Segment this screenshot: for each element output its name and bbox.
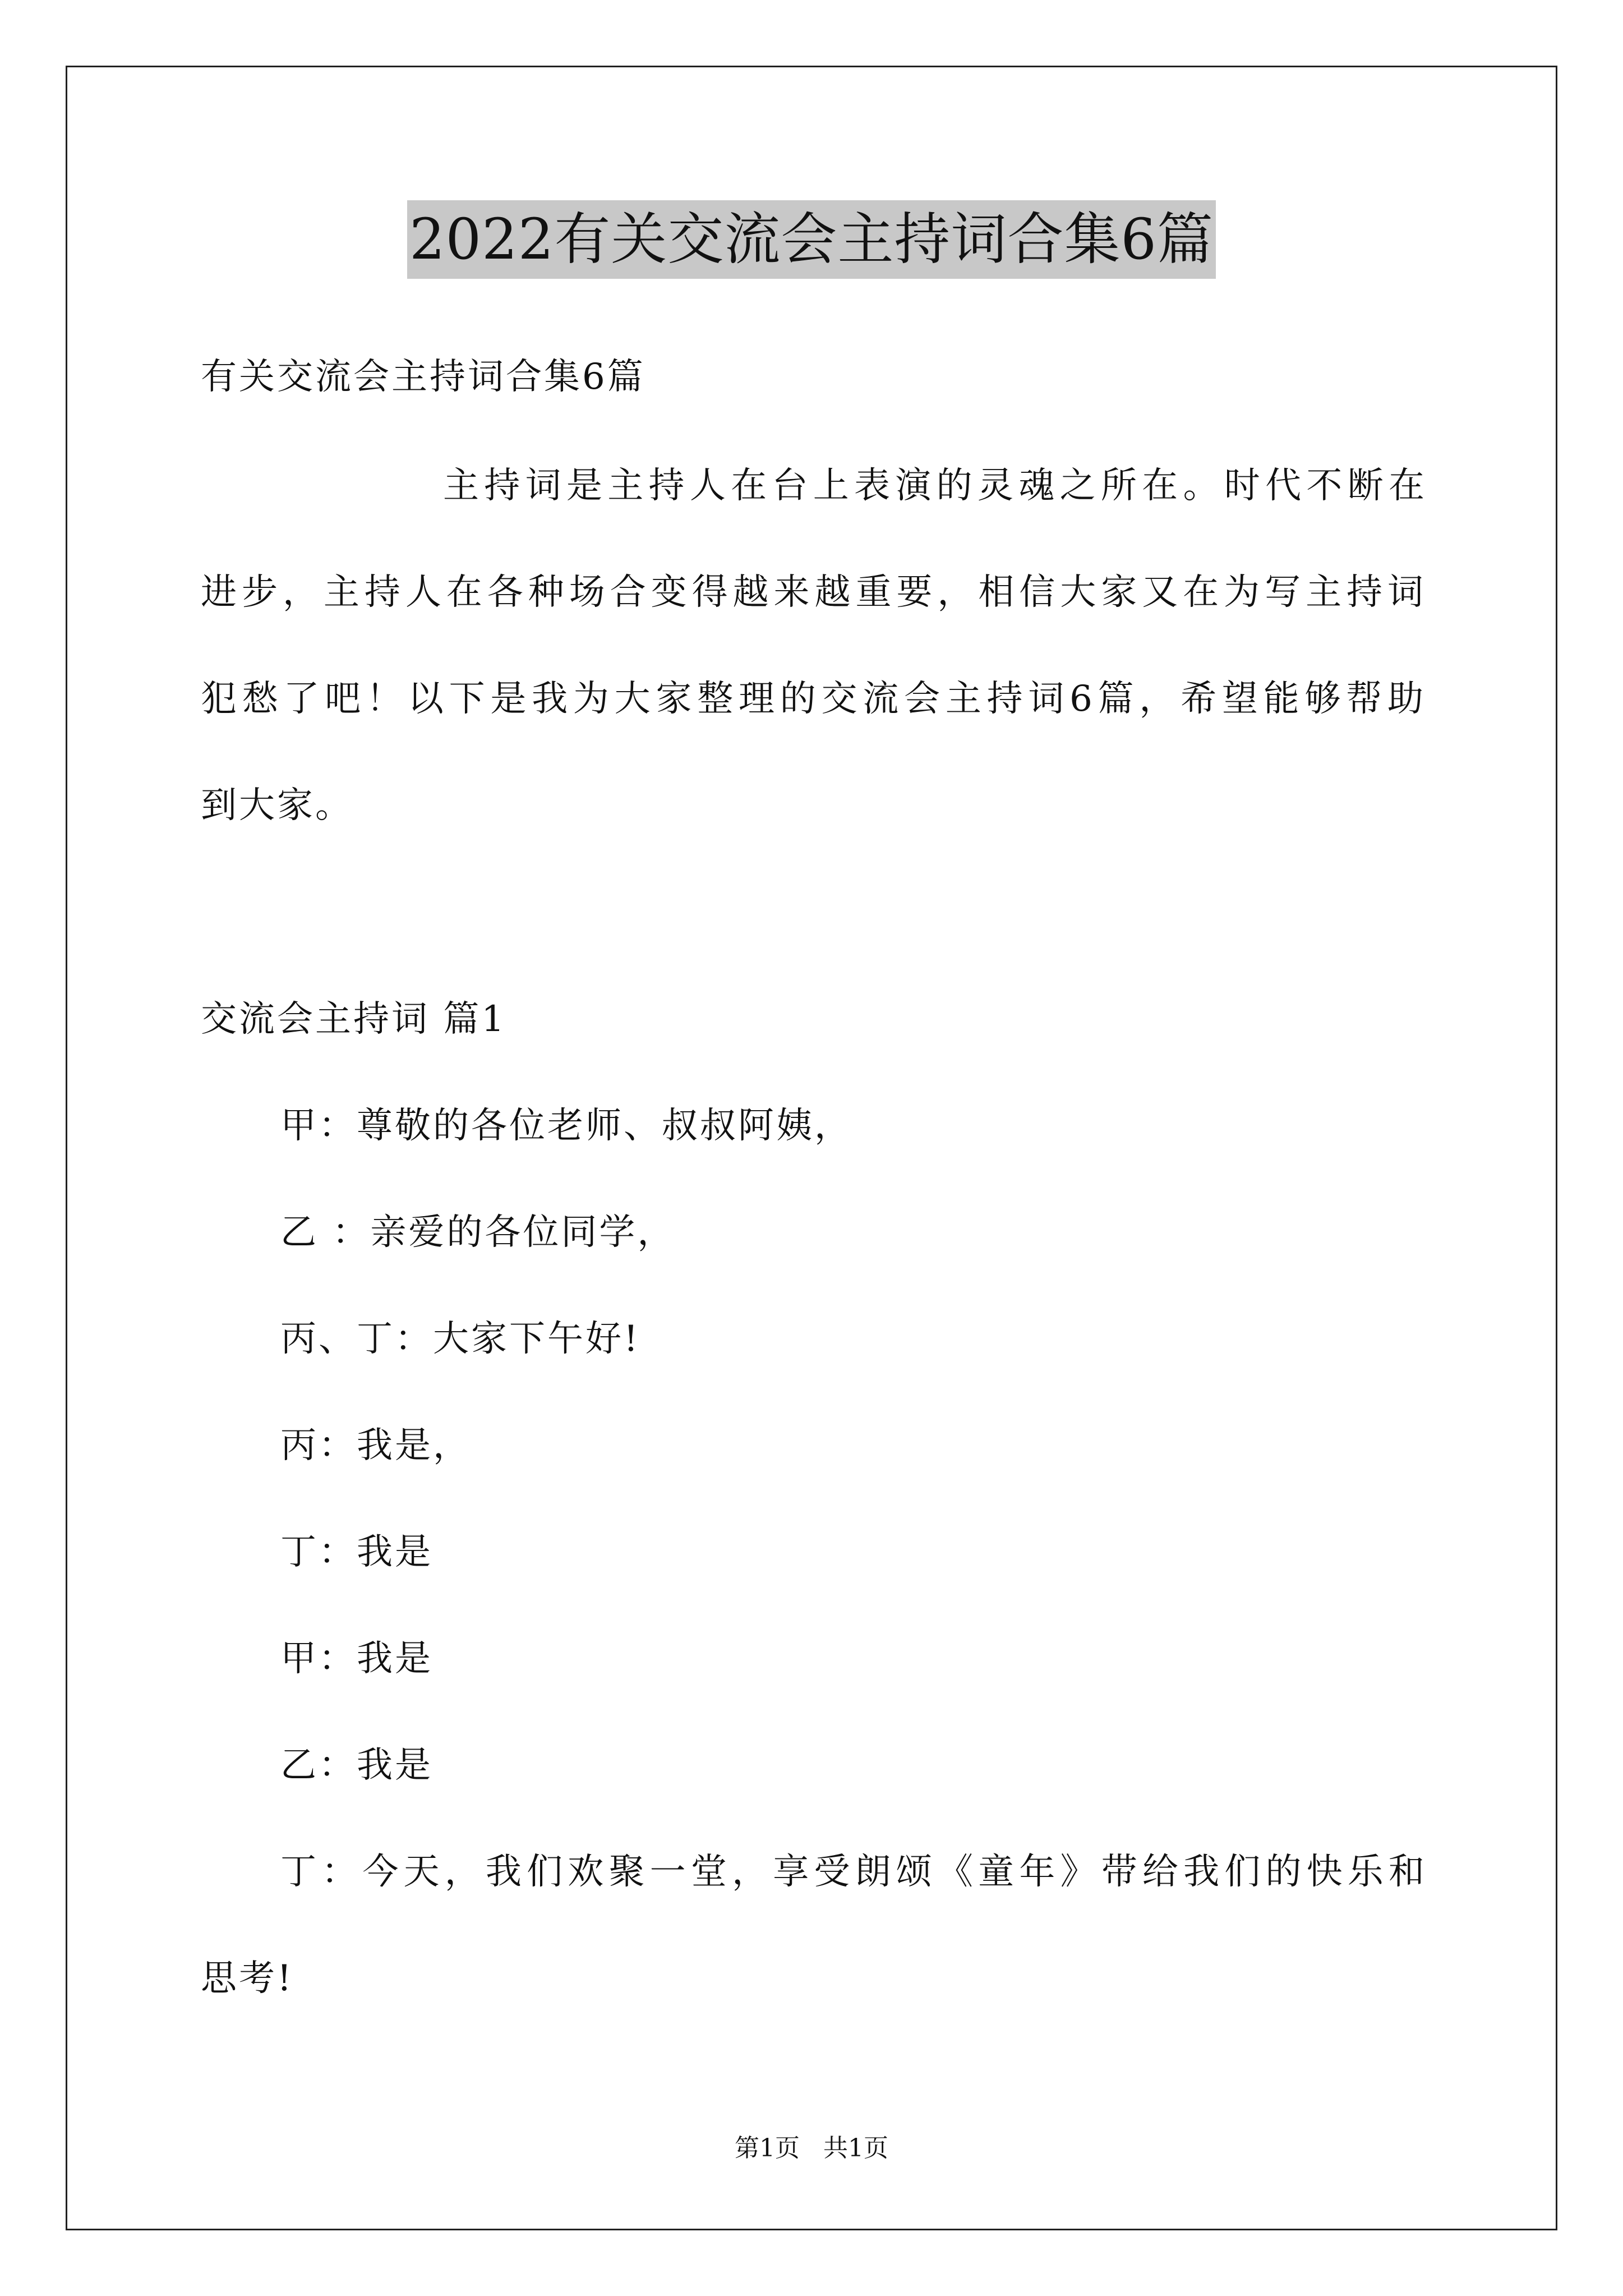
section-heading: 交流会主持词 篇1 — [201, 999, 507, 1040]
dialog-line-6: 甲：我是 — [280, 1638, 433, 1680]
intro-line-2: 进步，主持人在各种场合变得越来越重要，相信大家又在为写主持词 — [201, 572, 1423, 613]
intro-line-3: 犯愁了吧！以下是我为大家整理的交流会主持词6篇，希望能够帮助 — [201, 678, 1423, 720]
document-subtitle: 有关交流会主持词合集6篇 — [201, 356, 645, 398]
dialog-line-4: 丙：我是， — [280, 1425, 471, 1466]
closing-line: 思考! — [201, 1958, 294, 1999]
dialog-line-8: 丁：今天，我们欢聚一堂，享受朗颂《童年》带给我们的快乐和 — [280, 1851, 1424, 1893]
page-footer — [0, 2132, 1623, 2165]
intro-line-4: 到大家。 — [201, 785, 353, 826]
dialog-line-3: 丙、丁：大家下午好! — [280, 1318, 640, 1360]
document-title — [0, 200, 1623, 279]
footer-total-pages: 共1页 — [823, 2134, 888, 2162]
dialog-line-7: 乙：我是 — [280, 1745, 433, 1786]
dialog-line-2: 乙 ：亲爱的各位同学， — [280, 1212, 676, 1253]
document-title-text: 2022有关交流会主持词合集6篇 — [407, 200, 1216, 279]
intro-line-1: 主持词是主持人在台上表演的灵魂之所在。时代不断在 — [443, 465, 1424, 507]
footer-page-number: 第1页 — [735, 2134, 800, 2162]
dialog-line-1: 甲：尊敬的各位老师、叔叔阿姨， — [280, 1105, 852, 1147]
dialog-line-5: 丁：我是 — [280, 1531, 433, 1573]
